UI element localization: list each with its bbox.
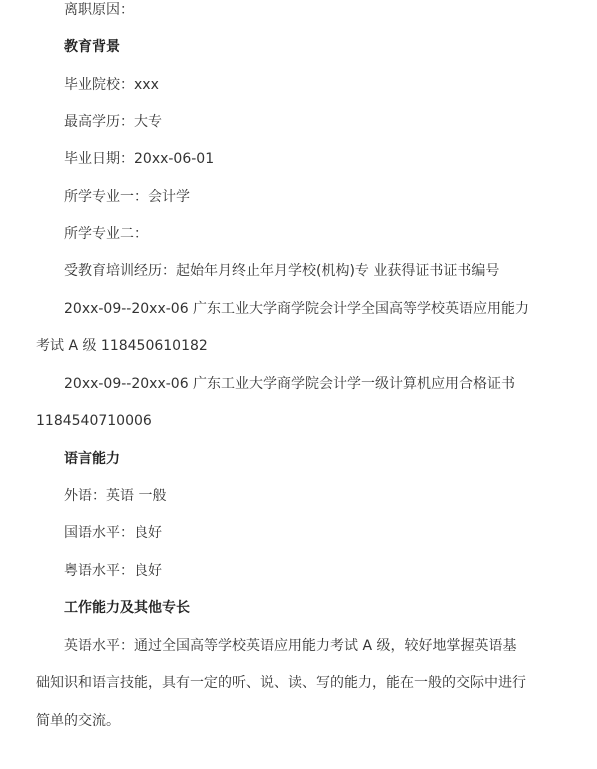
training-entry-2: 20xx-09--20xx-06 广东工业大学商学院会计学一级计算机应用合格证书: [64, 376, 516, 392]
major-two-line: 所学专业二：: [64, 226, 148, 242]
major-one-line: 所学专业一：会计学: [64, 189, 190, 205]
training-entry-1: 20xx-09--20xx-06 广东工业大学商学院会计学全国高等学校英语应用能力: [64, 301, 530, 317]
mandarin-line: 国语水平：良好: [64, 525, 162, 541]
training-entry-2-cont: 1184540710006: [36, 413, 152, 429]
leave-reason-line: 离职原因：: [64, 2, 134, 18]
skills-heading: 工作能力及其他专长: [64, 600, 190, 616]
english-level-line: 英语水平：通过全国高等学校英语应用能力考试 A 级，较好地掌握英语基: [64, 638, 517, 654]
training-header-line: 受教育培训经历：起始年月终止年月学校(机构)专 业获得证书证书编号: [64, 263, 500, 279]
language-heading: 语言能力: [64, 451, 120, 467]
school-line: 毕业院校：xxx: [64, 77, 159, 93]
degree-line: 最高学历：大专: [64, 114, 162, 130]
english-level-cont-2: 简单的交流。: [36, 713, 120, 729]
cantonese-line: 粤语水平：良好: [64, 563, 162, 579]
education-heading: 教育背景: [64, 39, 120, 55]
training-entry-1-cont: 考试 A 级 118450610182: [36, 338, 208, 354]
english-level-cont-1: 础知识和语言技能，具有一定的听、说、读、写的能力，能在一般的交际中进行: [36, 675, 526, 691]
foreign-language-line: 外语：英语 一般: [64, 488, 167, 504]
graduation-date-line: 毕业日期：20xx-06-01: [64, 151, 215, 167]
